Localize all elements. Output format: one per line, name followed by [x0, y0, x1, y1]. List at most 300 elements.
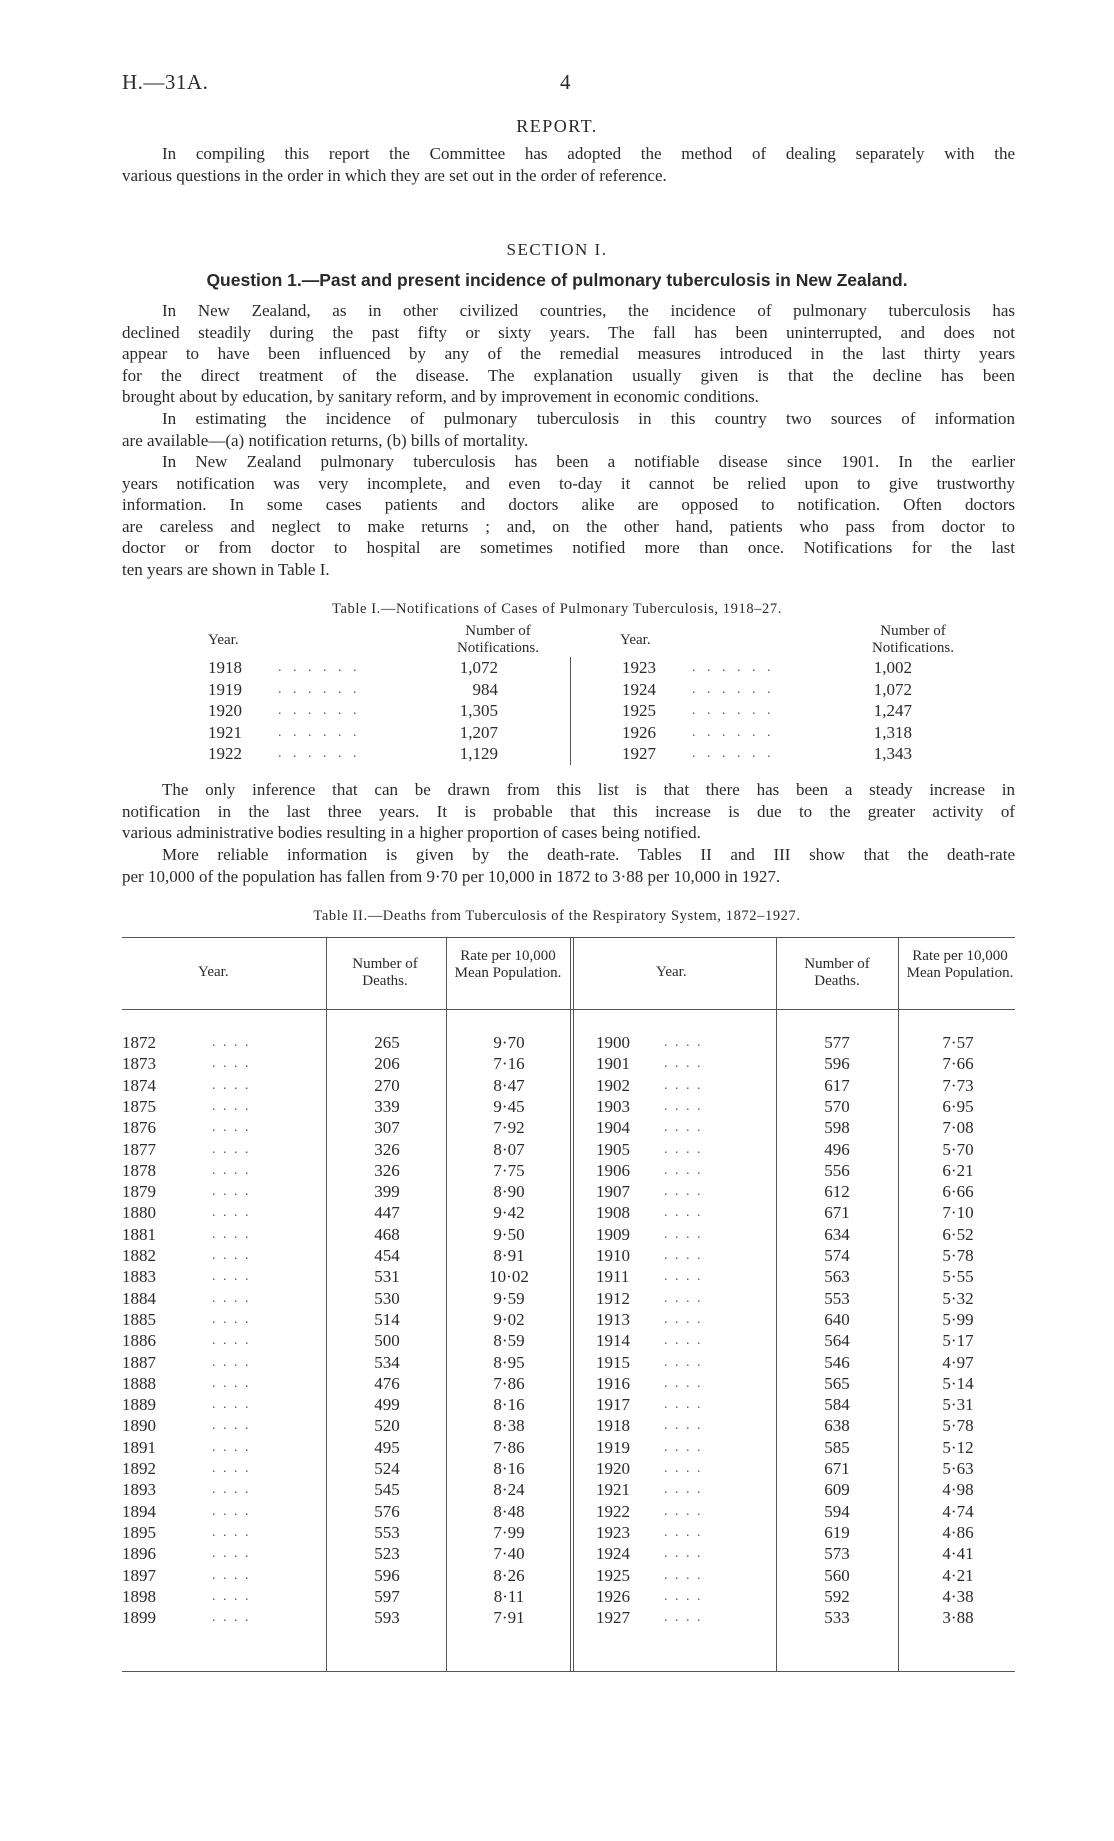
- table-row: [0, 1160, 1114, 1181]
- table-row: [0, 1245, 1114, 1266]
- row-deaths: 545: [374, 1480, 400, 1500]
- row-year: 1875: [122, 1096, 156, 1116]
- row-deaths: 584: [824, 1395, 850, 1415]
- row-value: 1,305: [459, 701, 498, 720]
- row-rate: 7·08: [942, 1118, 974, 1138]
- row-deaths: 206: [374, 1054, 400, 1074]
- table-row: [0, 1586, 1114, 1607]
- row-year: 1908: [596, 1203, 630, 1223]
- text-line: various administrative bodies resulting in a higher proportion of cases being notified.: [122, 823, 701, 842]
- row-value: 1,072: [459, 658, 498, 677]
- row-year: 1884: [122, 1288, 156, 1308]
- row-rate: 7·86: [493, 1373, 525, 1393]
- row-deaths: 576: [374, 1501, 400, 1521]
- row-deaths: 634: [824, 1224, 850, 1244]
- row-rate: 7·99: [493, 1522, 525, 1542]
- table-1-caption: Table I.—Notifications of Cases of Pulmonary Tuberculosis, 1918–27.: [332, 601, 782, 617]
- leader-dots: . . . .: [664, 1461, 703, 1476]
- row-deaths: 617: [824, 1075, 850, 1095]
- row-rate: 5·78: [942, 1246, 974, 1265]
- row-year: 1913: [596, 1309, 630, 1329]
- row-year: 1894: [122, 1501, 156, 1521]
- leader-dots: . . . .: [212, 1184, 251, 1200]
- row-year: 1917: [596, 1395, 630, 1415]
- row-year: 1922: [596, 1501, 630, 1521]
- row-deaths: 447: [374, 1203, 400, 1223]
- row-deaths: 468: [374, 1224, 400, 1244]
- row-deaths: 594: [824, 1501, 850, 1521]
- leader-dots: . . . .: [664, 1439, 703, 1455]
- row-value: 1,072: [873, 679, 912, 699]
- leader-dots: . . . .: [664, 1333, 703, 1349]
- row-deaths: 592: [824, 1586, 850, 1606]
- row-year: 1904: [596, 1118, 630, 1138]
- row-year: 1902: [596, 1075, 630, 1095]
- row-year: 1921: [208, 722, 242, 742]
- paragraph-3: [122, 451, 1015, 580]
- row-deaths: 563: [824, 1267, 850, 1287]
- table-row: [0, 1522, 1114, 1543]
- row-deaths: 496: [824, 1139, 850, 1159]
- leader-dots: . . . .: [212, 1461, 251, 1476]
- leader-dots: . . . . . .: [692, 660, 775, 675]
- row-year: 1895: [122, 1522, 156, 1542]
- row-rate: 9·02: [493, 1309, 525, 1329]
- leader-dots: . . . .: [664, 1311, 703, 1327]
- row-rate: 5·12: [942, 1437, 974, 1457]
- row-rate: 7·75: [493, 1160, 525, 1180]
- row-rate: 5·70: [942, 1139, 974, 1159]
- text-line: per 10,000 of the population has fallen from 9·70 per 10,000 in 1872 to 3·88 per 10,000 in 1927.: [122, 866, 781, 886]
- leader-dots: . . . .: [664, 1077, 703, 1093]
- row-deaths: 573: [824, 1544, 850, 1564]
- table-row: [0, 1202, 1114, 1223]
- row-rate: 7·86: [493, 1437, 525, 1457]
- row-rate: 5·55: [942, 1267, 974, 1287]
- leader-dots: . . . .: [664, 1482, 703, 1498]
- row-deaths: 339: [374, 1096, 400, 1116]
- row-deaths: 307: [374, 1118, 400, 1138]
- row-deaths: 499: [374, 1395, 400, 1415]
- row-deaths: 326: [374, 1139, 400, 1159]
- row-rate: 7·10: [942, 1203, 974, 1223]
- leader-dots: . . . .: [212, 1503, 251, 1519]
- row-deaths: 671: [824, 1203, 850, 1223]
- table-row: [0, 1458, 1114, 1479]
- leader-dots: . . . .: [664, 1418, 703, 1434]
- row-rate: 7·73: [942, 1075, 974, 1095]
- row-value: 1,002: [873, 658, 912, 677]
- text-line: notification in the last three years. It is probable that this increase is due to the greater activity of: [122, 801, 1015, 821]
- row-rate: 7·40: [493, 1544, 525, 1564]
- leader-dots: . . . .: [664, 1098, 703, 1114]
- table-2-col-year: Year.: [198, 964, 229, 980]
- row-rate: 7·91: [493, 1608, 525, 1628]
- row-year: 1920: [596, 1459, 630, 1478]
- row-year: 1878: [122, 1160, 156, 1180]
- leader-dots: . . . . . .: [692, 681, 775, 697]
- row-year: 1921: [596, 1480, 630, 1500]
- row-year: 1892: [122, 1459, 156, 1478]
- paragraph-5: [122, 844, 1015, 887]
- row-year: 1925: [596, 1565, 630, 1585]
- leader-dots: . . . .: [664, 1567, 703, 1583]
- table-row: [0, 1309, 1114, 1330]
- table-1-col-year: Year.: [208, 632, 239, 648]
- table-1-row: [208, 657, 538, 679]
- row-year: 1900: [596, 1033, 630, 1052]
- row-rate: 4·98: [942, 1480, 974, 1500]
- row-deaths: 596: [824, 1054, 850, 1074]
- table-row: [0, 1352, 1114, 1373]
- table-2-col-rate: Rate per 10,000 Mean Population.: [454, 948, 562, 981]
- row-rate: 4·38: [942, 1586, 974, 1606]
- row-rate: 8·90: [493, 1182, 525, 1202]
- row-year: 1873: [122, 1054, 156, 1074]
- row-rate: 4·86: [942, 1522, 974, 1542]
- leader-dots: . . . .: [212, 1162, 251, 1178]
- paragraph-2: [122, 408, 1015, 451]
- row-value: 984: [472, 679, 498, 699]
- leader-dots: . . . .: [212, 1333, 251, 1349]
- table-1-col-number-right: Number of Notifications.: [871, 623, 955, 656]
- leader-dots: . . . .: [212, 1354, 251, 1370]
- row-year: 1909: [596, 1224, 630, 1244]
- table-2-header-rule: [122, 1009, 1015, 1010]
- leader-dots: . . . . . .: [692, 703, 775, 718]
- row-deaths: 454: [374, 1246, 400, 1265]
- row-value: 1,343: [873, 744, 912, 763]
- leader-dots: . . . .: [212, 1205, 251, 1221]
- leader-dots: . . . .: [212, 1397, 251, 1413]
- table-row: [0, 1415, 1114, 1436]
- table-1-row: [622, 700, 952, 722]
- row-rate: 9·45: [493, 1096, 525, 1116]
- leader-dots: . . . .: [664, 1141, 703, 1157]
- row-year: 1874: [122, 1075, 156, 1095]
- row-deaths: 399: [374, 1182, 400, 1202]
- leader-dots: . . . .: [664, 1375, 703, 1391]
- table-2-caption: Table II.—Deaths from Tuberculosis of the Respiratory System, 1872–1927.: [313, 908, 801, 924]
- row-year: 1907: [596, 1182, 630, 1202]
- table-1-row: [622, 722, 952, 744]
- row-year: 1919: [208, 679, 242, 699]
- row-deaths: 530: [374, 1288, 400, 1308]
- row-year: 1882: [122, 1246, 156, 1265]
- table-row: [0, 1266, 1114, 1287]
- leader-dots: . . . .: [664, 1056, 703, 1072]
- row-year: 1881: [122, 1224, 156, 1244]
- table-row: [0, 1224, 1114, 1245]
- row-rate: 6·52: [942, 1224, 974, 1244]
- row-year: 1899: [122, 1608, 156, 1628]
- row-year: 1914: [596, 1331, 630, 1351]
- table-row: [0, 1053, 1114, 1074]
- row-rate: 8·26: [493, 1565, 525, 1585]
- row-deaths: 270: [374, 1075, 400, 1095]
- row-deaths: 326: [374, 1160, 400, 1180]
- row-deaths: 560: [824, 1565, 850, 1585]
- row-year: 1919: [596, 1437, 630, 1457]
- row-year: 1910: [596, 1246, 630, 1265]
- table-row: [0, 1032, 1114, 1053]
- row-year: 1920: [208, 701, 242, 720]
- row-deaths: 619: [824, 1522, 850, 1542]
- row-year: 1898: [122, 1586, 156, 1606]
- paragraph-4: [122, 779, 1015, 844]
- leader-dots: . . . .: [212, 1524, 251, 1540]
- row-deaths: 574: [824, 1246, 850, 1265]
- row-year: 1923: [596, 1522, 630, 1542]
- row-rate: 7·57: [942, 1033, 974, 1052]
- table-row: [0, 1543, 1114, 1564]
- row-year: 1887: [122, 1352, 156, 1372]
- row-deaths: 514: [374, 1309, 400, 1329]
- table-1-row: [622, 743, 952, 765]
- row-rate: 8·48: [493, 1501, 525, 1521]
- leader-dots: . . . .: [212, 1567, 251, 1583]
- table-1-row: [622, 657, 952, 679]
- row-deaths: 534: [374, 1352, 400, 1372]
- table-1-row: [208, 679, 538, 701]
- table-row: [0, 1479, 1114, 1500]
- row-deaths: 585: [824, 1437, 850, 1457]
- leader-dots: . . . .: [212, 1610, 251, 1626]
- row-year: 1918: [596, 1416, 630, 1436]
- text-line: various questions in the order in which they are set out in the order of reference.: [122, 165, 667, 185]
- row-value: 1,318: [873, 722, 912, 742]
- row-rate: 4·21: [942, 1565, 974, 1585]
- row-year: 1926: [596, 1586, 630, 1606]
- text-line: In New Zealand, as in other civilized countries, the incidence of pulmonary tuberculosis has: [162, 301, 1015, 320]
- text-line: years notification was very incomplete, and even to-day it cannot be relied upon to give trustworthy: [122, 473, 1015, 493]
- leader-dots: . . . .: [664, 1610, 703, 1626]
- table-row: [0, 1373, 1114, 1394]
- row-year: 1897: [122, 1565, 156, 1585]
- row-deaths: 500: [374, 1331, 400, 1351]
- table-2-top-rule: [122, 937, 1015, 938]
- row-rate: 8·91: [493, 1246, 525, 1265]
- row-rate: 4·41: [942, 1544, 974, 1564]
- text-line: brought about by education, by sanitary reform, and by improvement in economic conditions.: [122, 387, 759, 406]
- row-rate: 4·97: [942, 1352, 974, 1372]
- row-value: 1,129: [459, 744, 498, 763]
- row-year: 1922: [208, 744, 242, 763]
- leader-dots: . . . .: [212, 1290, 251, 1306]
- row-year: 1916: [596, 1373, 630, 1393]
- leader-dots: . . . .: [664, 1120, 703, 1136]
- row-deaths: 546: [824, 1352, 850, 1372]
- row-year: 1925: [622, 701, 656, 720]
- text-line: are available—(a) notification returns, (b) bills of mortality.: [122, 430, 529, 450]
- row-year: 1890: [122, 1416, 156, 1436]
- leader-dots: . . . .: [664, 1397, 703, 1413]
- row-rate: 5·17: [942, 1331, 974, 1351]
- question-heading: Question 1.—Past and present incidence of pulmonary tuberculosis in New Zealand.: [206, 270, 908, 290]
- table-row: [0, 1607, 1114, 1628]
- intro-paragraph: [122, 143, 1015, 186]
- row-year: 1886: [122, 1331, 156, 1351]
- leader-dots: . . . . . .: [692, 746, 775, 761]
- leader-dots: . . . .: [212, 1056, 251, 1072]
- row-deaths: 265: [374, 1033, 400, 1052]
- table-1-row: [208, 722, 538, 744]
- paragraph-1: [122, 300, 1015, 408]
- row-deaths: 638: [824, 1416, 850, 1436]
- text-line: In estimating the incidence of pulmonary tuberculosis in this country two sources of information: [162, 409, 1015, 428]
- leader-dots: . . . .: [664, 1354, 703, 1370]
- leader-dots: . . . .: [664, 1269, 703, 1285]
- row-rate: 6·21: [942, 1160, 974, 1180]
- section-heading: SECTION I.: [506, 240, 608, 259]
- table-row: [0, 1437, 1114, 1458]
- row-rate: 4·74: [942, 1501, 974, 1521]
- row-year: 1885: [122, 1309, 156, 1329]
- table-row: [0, 1288, 1114, 1309]
- table-1-row: [622, 679, 952, 701]
- row-rate: 5·32: [942, 1288, 974, 1308]
- text-line: ten years are shown in Table I.: [122, 559, 330, 579]
- row-rate: 8·16: [493, 1395, 525, 1415]
- text-line: More reliable information is given by the death-rate. Tables II and III show that the death-rate: [162, 845, 1015, 864]
- table-1-row: [208, 743, 538, 765]
- row-rate: 8·16: [493, 1459, 525, 1478]
- row-value: 1,247: [873, 701, 912, 720]
- leader-dots: . . . .: [212, 1311, 251, 1327]
- leader-dots: . . . . . .: [278, 660, 361, 675]
- leader-dots: . . . . . .: [278, 746, 361, 761]
- row-rate: 5·78: [942, 1416, 974, 1436]
- leader-dots: . . . .: [212, 1546, 251, 1562]
- leader-dots: . . . .: [212, 1269, 251, 1285]
- row-year: 1906: [596, 1160, 630, 1180]
- table-row: [0, 1117, 1114, 1138]
- leader-dots: . . . .: [212, 1098, 251, 1114]
- row-deaths: 524: [374, 1459, 400, 1478]
- row-deaths: 612: [824, 1182, 850, 1202]
- row-year: 1877: [122, 1139, 156, 1159]
- page-number: 4: [560, 70, 571, 94]
- row-rate: 5·14: [942, 1373, 974, 1393]
- row-year: 1893: [122, 1480, 156, 1500]
- row-rate: 8·24: [493, 1480, 525, 1500]
- row-rate: 8·95: [493, 1352, 525, 1372]
- leader-dots: . . . . . .: [278, 703, 361, 718]
- row-rate: 8·11: [493, 1586, 525, 1606]
- row-rate: 9·50: [493, 1224, 525, 1244]
- row-deaths: 553: [824, 1288, 850, 1308]
- table-2-col-rate-right: Rate per 10,000 Mean Population.: [906, 948, 1014, 981]
- leader-dots: . . . . . .: [278, 681, 361, 697]
- row-deaths: 495: [374, 1437, 400, 1457]
- row-year: 1883: [122, 1267, 156, 1287]
- text-line: declined steadily during the past fifty or sixty years. The fall has been uninterrupted, and does not: [122, 322, 1015, 342]
- row-deaths: 553: [374, 1522, 400, 1542]
- row-deaths: 597: [374, 1586, 400, 1606]
- table-2-bottom-rule: [122, 1671, 1015, 1672]
- table-row: [0, 1181, 1114, 1202]
- row-deaths: 671: [824, 1459, 850, 1478]
- text-line: appear to have been influenced by any of the remedial measures introduced in the last thirty years: [122, 344, 1015, 363]
- leader-dots: . . . .: [212, 1248, 251, 1263]
- row-year: 1912: [596, 1288, 630, 1308]
- row-rate: 9·70: [493, 1033, 525, 1052]
- table-row: [0, 1139, 1114, 1160]
- row-rate: 6·66: [942, 1182, 974, 1202]
- row-year: 1896: [122, 1544, 156, 1564]
- row-deaths: 593: [374, 1608, 400, 1628]
- row-deaths: 520: [374, 1416, 400, 1436]
- leader-dots: . . . .: [212, 1418, 251, 1434]
- row-rate: 7·66: [942, 1054, 974, 1074]
- row-deaths: 476: [374, 1373, 400, 1393]
- row-deaths: 596: [374, 1565, 400, 1585]
- leader-dots: . . . .: [212, 1077, 251, 1093]
- leader-dots: . . . .: [212, 1226, 251, 1242]
- table-1-col-year-right: Year.: [620, 632, 651, 648]
- table-row: [0, 1330, 1114, 1351]
- leader-dots: . . . .: [664, 1524, 703, 1540]
- row-rate: 9·42: [493, 1203, 525, 1223]
- row-year: 1923: [622, 658, 656, 677]
- row-year: 1879: [122, 1182, 156, 1202]
- table-1-col-number: Number of Notifications.: [456, 623, 540, 656]
- row-rate: 7·16: [493, 1054, 525, 1074]
- row-year: 1905: [596, 1139, 630, 1159]
- leader-dots: . . . .: [212, 1439, 251, 1455]
- leader-dots: . . . .: [212, 1482, 251, 1498]
- row-rate: 9·59: [493, 1288, 525, 1308]
- table-row: [0, 1394, 1114, 1415]
- row-year: 1876: [122, 1118, 156, 1138]
- row-year: 1888: [122, 1373, 156, 1393]
- leader-dots: . . . .: [212, 1120, 251, 1136]
- row-year: 1880: [122, 1203, 156, 1223]
- table-2-col-deaths-right: Number of Deaths.: [804, 956, 870, 989]
- text-line: for the direct treatment of the disease. The explanation usually given is that the decline has been: [122, 365, 1015, 385]
- row-year: 1915: [596, 1352, 630, 1372]
- leader-dots: . . . . . .: [278, 724, 361, 740]
- leader-dots: . . . .: [664, 1546, 703, 1562]
- leader-dots: . . . . . .: [692, 724, 775, 740]
- row-rate: 5·31: [942, 1395, 974, 1415]
- row-rate: 10·02: [489, 1267, 529, 1287]
- leader-dots: . . . .: [664, 1162, 703, 1178]
- table-2-col-deaths: Number of Deaths.: [352, 956, 418, 989]
- leader-dots: . . . .: [664, 1035, 703, 1050]
- row-year: 1903: [596, 1096, 630, 1116]
- text-line: In compiling this report the Committee has adopted the method of dealing separately with the: [162, 144, 1015, 163]
- row-value: 1,207: [459, 722, 498, 742]
- table-1-row: [208, 700, 538, 722]
- table-row: [0, 1501, 1114, 1522]
- leader-dots: . . . .: [664, 1503, 703, 1519]
- row-year: 1918: [208, 658, 242, 677]
- text-line: doctor or from doctor to hospital are sometimes notified more than once. Notifications for the last: [122, 538, 1015, 557]
- row-rate: 8·07: [493, 1139, 525, 1159]
- page-reference: H.—31A.: [122, 70, 209, 94]
- row-rate: 6·95: [942, 1096, 974, 1116]
- row-deaths: 570: [824, 1096, 850, 1116]
- row-rate: 5·99: [942, 1309, 974, 1329]
- leader-dots: . . . .: [212, 1035, 251, 1050]
- row-rate: 8·59: [493, 1331, 525, 1351]
- table-1-divider: [570, 657, 571, 765]
- row-year: 1901: [596, 1054, 630, 1074]
- row-year: 1891: [122, 1437, 156, 1457]
- row-rate: 8·47: [493, 1075, 525, 1095]
- row-rate: 5·63: [942, 1459, 974, 1478]
